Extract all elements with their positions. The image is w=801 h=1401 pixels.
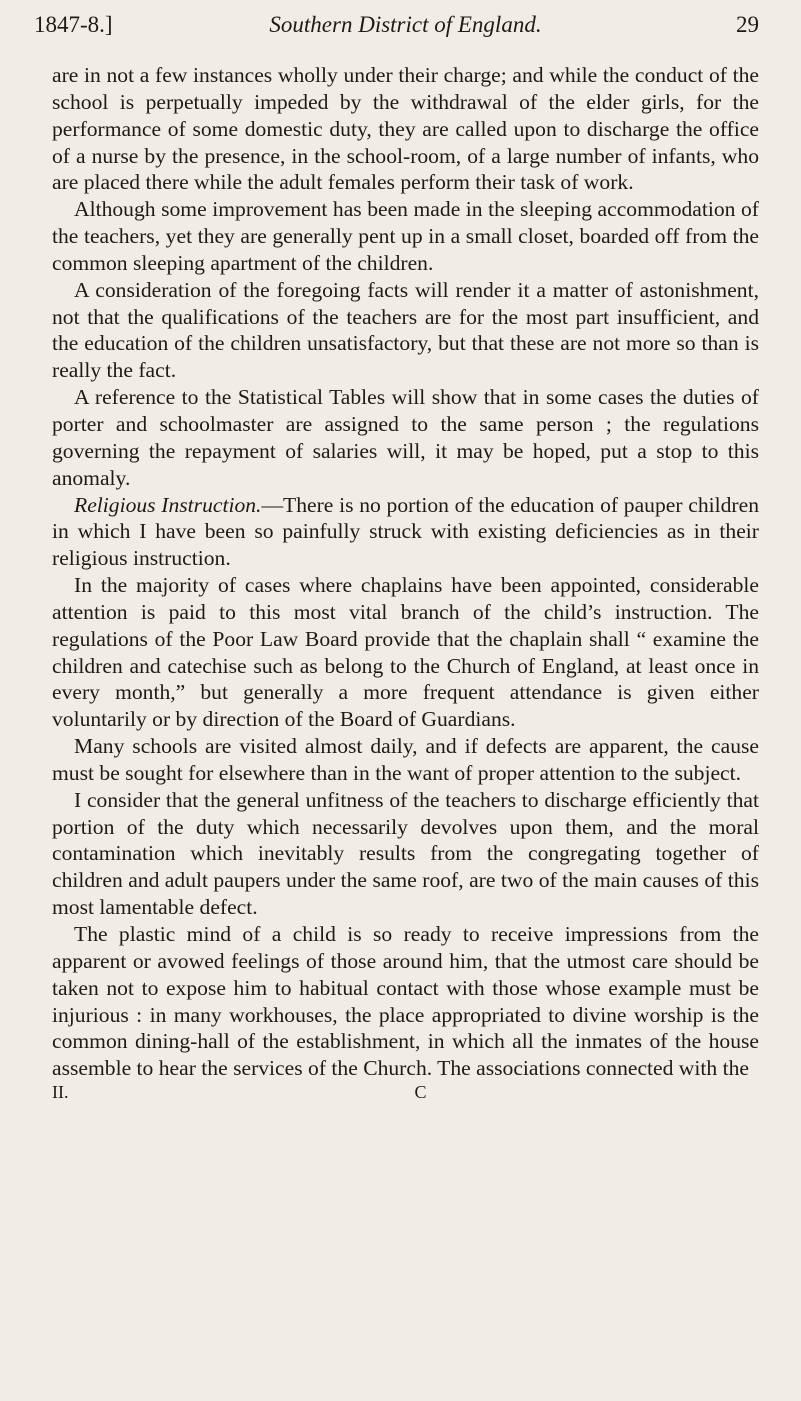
header-year: 1847-8.] [34,12,113,37]
page-footer [52,1082,759,1108]
page-number: 29 [736,12,759,37]
sheet-letter: C [414,1082,427,1103]
signature-mark: II. [52,1082,69,1103]
body-text [52,62,759,1082]
paragraph-4: A reference to the Statistical Tables will show that in some cases the duties of porter and schoolmaster are assigned to the same person ; the regulations governing the repayment of salaries will, it may be hoped, put a stop to this anomaly. [52,385,759,490]
paragraph-2: Although some improvement has been made in the sleeping accommodation of the teachers, yet they are generally pent up in a small closet, boarded off from the common sleeping apartment of the children. [52,197,759,275]
paragraph-7: Many schools are visited almost daily, and if defects are apparent, the cause must be sought for elsewhere than in the want of proper attention to the subject. [52,734,759,785]
paragraph-3: A consideration of the foregoing facts will render it a matter of astonishment, not that the qualifications of the teachers are for the most part insufficient, and the education of the children unsatisfactory, but that these are not more so than is really the fact. [52,277,759,383]
section-heading: Religious Instruction. [74,492,262,517]
paragraph-8: I consider that the general unfitness of the teachers to discharge efficiently that portion of the duty which necessarily devolves upon them, and the moral contamination which inevitably results from the congregating together of children and adult paupers under the same roof, are two of the main causes of this most lamentable defect. [52,787,759,920]
paragraph-9: The plastic mind of a child is so ready to receive impressions from the apparent or avowed feelings of those around him, that the utmost care should be taken not to expose him to habitual contact with those whose example must be injurious : in many workhouses, the place appropriated to divine worship is the common dining-hall of the establishment, in which all the inmates of the house assemble to hear the services of the Church. The associations connected with the [52,922,759,1081]
paragraph-5: Religious Instruction.—There is no portion of the education of pauper children in which I have been so painfully struck with existing deficiencies as in their religious instruction. [52,492,759,571]
paragraph-6: In the majority of cases where chaplains have been appointed, considerable attention is paid to this most vital branch of the child’s instruction. The regulations of the Poor Law Board provide that the chaplain shall “ examine the children and catechise such as belong to the Church of England, at least once in every month,” but generally a more frequent attendance is given either voluntarily or by direction of the Board of Guardians. [52,573,759,732]
paragraph-1: are in not a few instances wholly under their charge; and while the conduct of the school is perpetually impeded by the withdrawal of the elder girls, for the performance of some domestic duty, they are called upon to discharge the office of a nurse by the presence, in the school-room, of a large number of infants, who are placed there while the adult females perform their task of work. [52,63,759,195]
header-title: Southern District of England. [269,12,542,37]
running-header [34,10,759,48]
